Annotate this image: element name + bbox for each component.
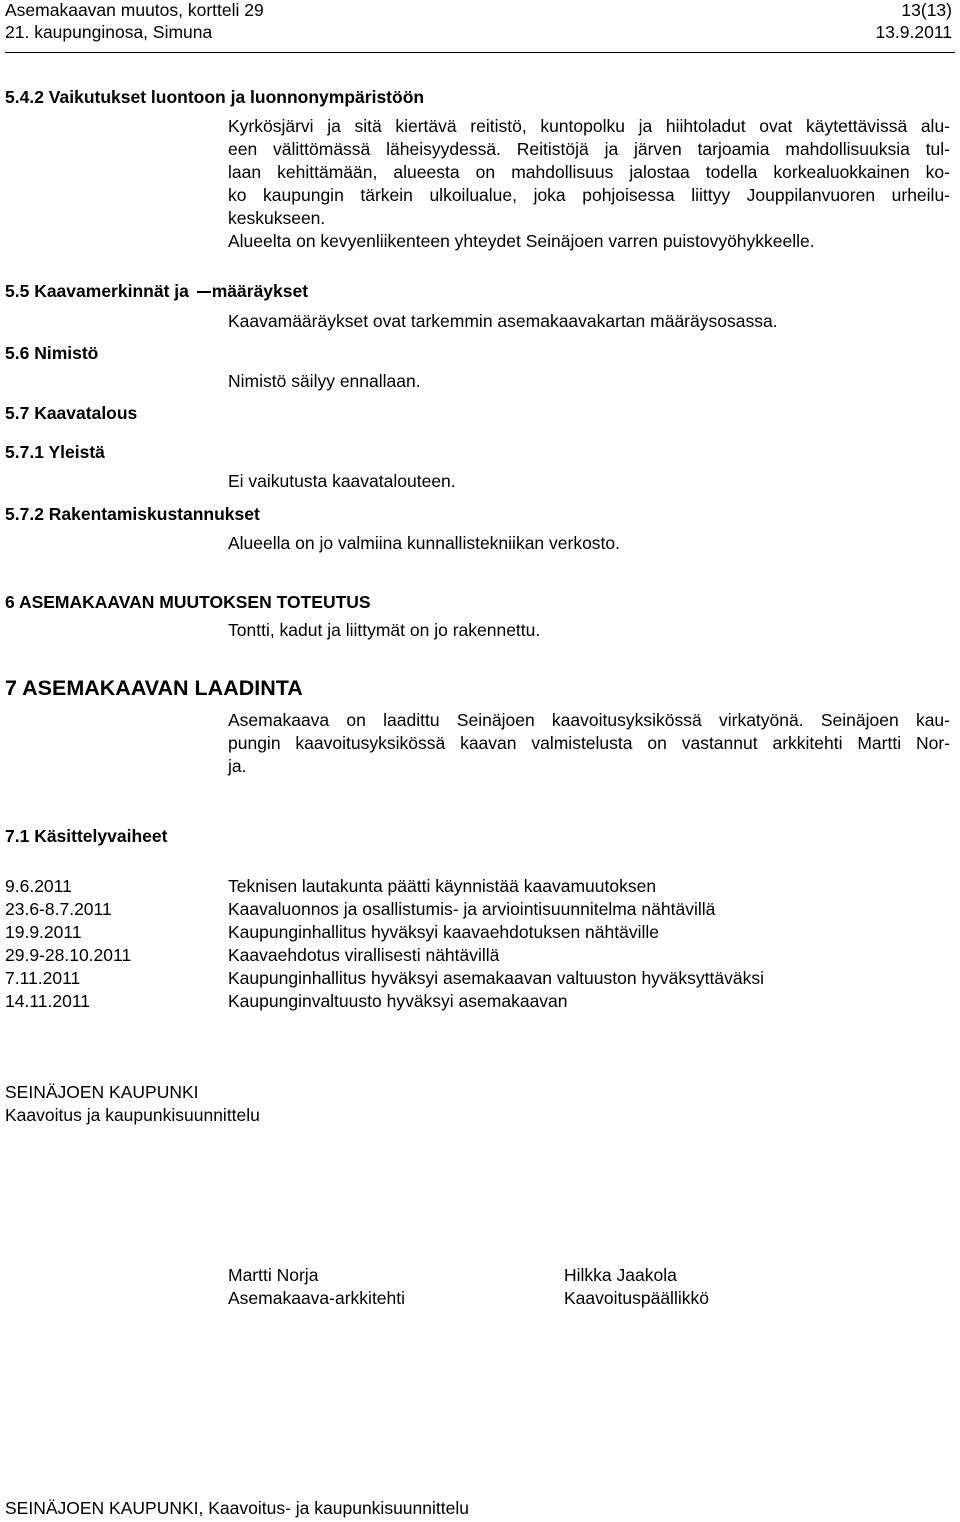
organization-name: SEINÄJOEN KAUPUNKI bbox=[5, 1082, 199, 1102]
section-7-heading: 7 ASEMAKAAVAN LAADINTA bbox=[5, 676, 303, 700]
paragraph-line: pungin kaavoitusyksikössä kaavan valmistelusta on vastannut arkkitehti Martti Nor- bbox=[228, 733, 950, 753]
heading-dash bbox=[197, 291, 211, 293]
stage-date: 23.6-8.7.2011 bbox=[5, 899, 112, 919]
section-571-heading: 5.7.1 Yleistä bbox=[5, 442, 105, 462]
stage-text: Kaupunginhallitus hyväksyi kaavaehdotuksen nähtäville bbox=[228, 922, 659, 942]
document-title: Asemakaavan muutos, kortteli 29 bbox=[5, 0, 264, 20]
section-56-heading: 5.6 Nimistö bbox=[5, 343, 99, 363]
signatory-name: Martti Norja bbox=[228, 1265, 319, 1285]
list-item bbox=[0, 968, 960, 991]
section-57-heading: 5.7 Kaavatalous bbox=[5, 403, 138, 423]
page-footer: SEINÄJOEN KAUPUNKI, Kaavoitus- ja kaupunkisuunnittelu bbox=[5, 1498, 469, 1518]
paragraph-line: ja. bbox=[228, 756, 247, 776]
section-56-text: Nimistö säilyy ennallaan. bbox=[228, 371, 421, 391]
section-6-text: Tontti, kadut ja liittymät on jo rakennettu. bbox=[228, 620, 541, 640]
stage-text: Kaupunginvaltuusto hyväksyi asemakaavan bbox=[228, 991, 568, 1011]
paragraph-line: Kyrkösjärvi ja sitä kiertävä reitistö, kuntopolku ja hiihtoladut ovat käytettävissä alu- bbox=[228, 116, 950, 136]
list-item bbox=[0, 899, 960, 922]
paragraph-line: ko kaupungin tärkein ulkoilualue, joka pohjoisessa liittyy Jouppilanvuoren urheilu- bbox=[228, 185, 950, 205]
document-date: 13.9.2011 bbox=[875, 22, 952, 42]
section-7-paragraph bbox=[228, 709, 950, 778]
list-item bbox=[0, 945, 960, 968]
paragraph-line: een välittömässä läheisyydessä. Reitistöjä ja järven tarjoamia mahdollisuuksia tul- bbox=[228, 139, 950, 159]
list-item bbox=[0, 991, 960, 1014]
section-71-heading: 7.1 Käsittelyvaiheet bbox=[5, 826, 168, 846]
page-number: 13(13) bbox=[901, 0, 952, 20]
section-572-text: Alueella on jo valmiina kunnallistekniikan verkosto. bbox=[228, 533, 621, 553]
list-item bbox=[0, 922, 960, 945]
stage-text: Kaupunginhallitus hyväksyi asemakaavan valtuuston hyväksyttäväksi bbox=[228, 968, 764, 988]
stage-date: 19.9.2011 bbox=[5, 922, 82, 942]
stage-date: 7.11.2011 bbox=[5, 968, 81, 988]
paragraph-line: keskukseen. bbox=[228, 208, 326, 228]
signatory-title: Kaavoituspäällikkö bbox=[564, 1288, 709, 1308]
list-item bbox=[0, 876, 960, 899]
signatory-title: Asemakaava-arkkitehti bbox=[228, 1288, 406, 1308]
section-55-heading bbox=[5, 281, 308, 302]
section-55-heading-part: 5.5 Kaavamerkinnät ja bbox=[5, 281, 189, 301]
section-6-heading: 6 ASEMAKAAVAN MUUTOKSEN TOTEUTUS bbox=[5, 592, 371, 612]
paragraph-line: laan kehittämään, alueesta on mahdollisuus jalostaa todella korkealuokkainen ko- bbox=[228, 162, 950, 182]
stage-date: 14.11.2011 bbox=[5, 991, 90, 1011]
section-572-heading: 5.7.2 Rakentamiskustannukset bbox=[5, 504, 260, 524]
stage-text: Kaavaehdotus virallisesti nähtävillä bbox=[228, 945, 500, 965]
district-name: 21. kaupunginosa, Simuna bbox=[5, 22, 213, 42]
stage-text: Kaavaluonnos ja osallistumis- ja arviointisuunnitelma nähtävillä bbox=[228, 899, 716, 919]
header-rule bbox=[5, 52, 955, 53]
section-55-text: Kaavamääräykset ovat tarkemmin asemakaavakartan määräysosassa. bbox=[228, 311, 778, 331]
stage-text: Teknisen lautakunta päätti käynnistää kaavamuutoksen bbox=[228, 876, 657, 896]
signatory-name: Hilkka Jaakola bbox=[564, 1265, 677, 1285]
section-55-heading-part: määräykset bbox=[211, 281, 309, 301]
section-571-text: Ei vaikutusta kaavatalouteen. bbox=[228, 471, 456, 491]
stage-date: 29.9-28.10.2011 bbox=[5, 945, 132, 965]
paragraph-line: Alueelta on kevyenliikenteen yhteydet Seinäjoen varren puistovyöhykkeelle. bbox=[228, 231, 815, 251]
paragraph-line: Asemakaava on laadittu Seinäjoen kaavoitusyksikössä virkatyönä. Seinäjoen kau- bbox=[228, 710, 950, 730]
section-542-heading: 5.4.2 Vaikutukset luontoon ja luonnonympäristöön bbox=[5, 87, 425, 107]
stage-date: 9.6.2011 bbox=[5, 876, 72, 896]
section-542-paragraph bbox=[228, 115, 950, 253]
organization-department: Kaavoitus ja kaupunkisuunnittelu bbox=[5, 1105, 260, 1125]
